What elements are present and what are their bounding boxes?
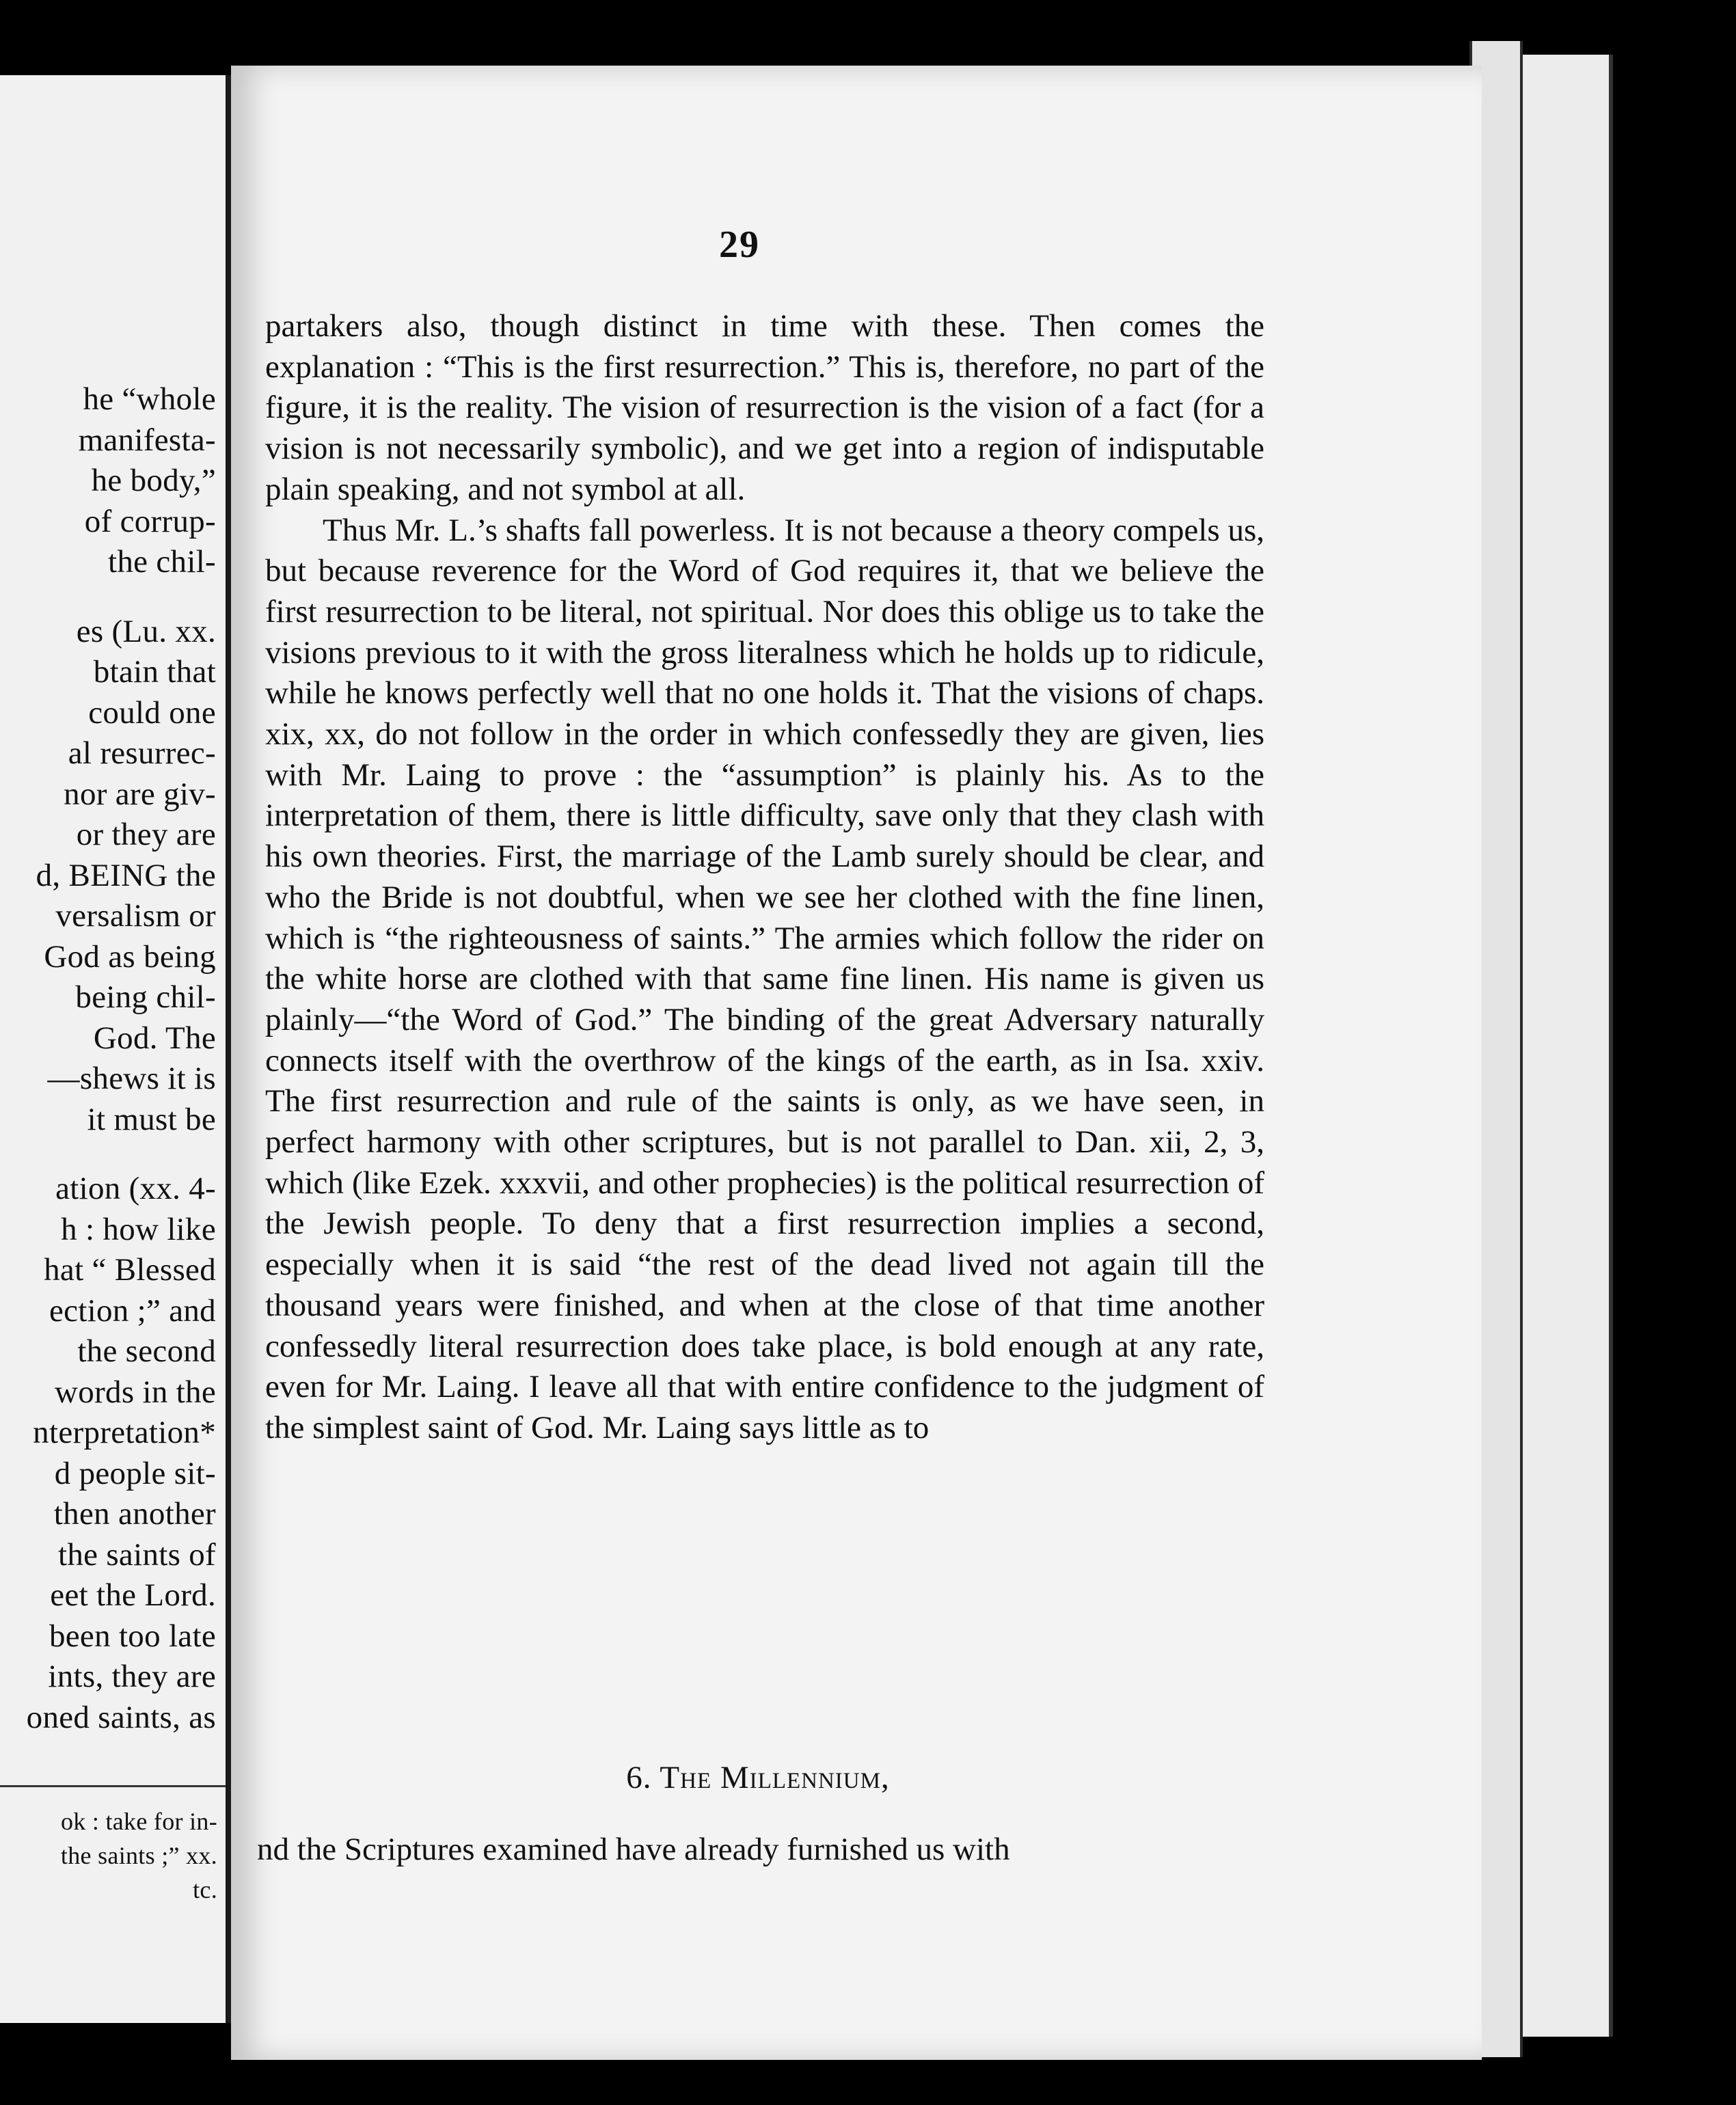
left-line: d people sit- bbox=[54, 1455, 216, 1491]
left-line: d, BEING the bbox=[36, 857, 216, 893]
left-line: God. The bbox=[93, 1020, 216, 1056]
left-line: of corrup- bbox=[84, 503, 216, 539]
left-line: God as being bbox=[44, 938, 216, 975]
left-line: manifesta- bbox=[78, 422, 216, 458]
left-line: versalism or bbox=[55, 898, 216, 934]
left-line: could one bbox=[88, 694, 216, 731]
left-page-text bbox=[27, 379, 216, 1738]
page-number: 29 bbox=[719, 223, 760, 266]
page-edge-back bbox=[1520, 55, 1613, 2037]
left-line: the saints of bbox=[57, 1536, 216, 1573]
left-line: it must be bbox=[87, 1101, 216, 1137]
left-line: al resurrec- bbox=[68, 735, 216, 771]
footnote-line: the saints ;” xx. bbox=[60, 1842, 217, 1869]
footnote-rule bbox=[0, 1785, 226, 1787]
left-line: been too late bbox=[49, 1618, 216, 1654]
left-line: the chil- bbox=[108, 544, 216, 580]
footnote-line: ok : take for in- bbox=[60, 1808, 217, 1835]
body-text bbox=[265, 306, 1264, 1449]
left-line: es (Lu. xx. bbox=[76, 613, 216, 649]
left-line: words in the bbox=[55, 1374, 216, 1410]
left-line: ints, they are bbox=[48, 1659, 216, 1694]
footnote-line: tc. bbox=[193, 1876, 217, 1903]
left-line: the second bbox=[77, 1333, 216, 1369]
left-line: he body,” bbox=[91, 463, 216, 498]
left-line: oned saints, as bbox=[26, 1699, 216, 1735]
left-line: eet the Lord. bbox=[50, 1577, 216, 1613]
left-line: ation (xx. 4- bbox=[55, 1171, 216, 1206]
left-line: being chil- bbox=[75, 979, 216, 1015]
paragraph-2: Thus Mr. L.’s shafts fall powerless. It is not because a theory compels us, but because reverence for the Word of God requires it, that we believe the first resurrection to be literal, not spiritual. Nor does this oblige us to take the visions previous to it with the gross literalness which he holds up to ridicule, while he knows perfectly well that no one holds it. That the visions of chaps. xix, xx, do not follow in the order in which confessedly they are given, lies with Mr. Laing to prove : the “assumption” is plainly his. As to the interpretation of them, there is little difficulty, save only that they clash with his own theories. First, the marriage of the Lamb surely should be clear, and who the Bride is not doubtful, when we see her clothed with the fine linen, which is “the righteousness of saints.” The armies which follow the rider on the white horse are clothed with that same fine linen. His name is given us plainly—“the Word of God.” The binding of the great Adversary naturally connects itself with the overthrow of the kings of the earth, as in Isa. xxiv. The first resurrection and rule of the saints is only, as we have seen, in perfect harmony with other scriptures, but is not parallel to Dan. xii, 2, 3, which (like Ezek. xxxvii, and other prophecies) is the political resurrection of the Jewish people. To deny that a first resurrection implies a second, especially when it is said “the rest of the dead lived not again till the thousand years were finished, and when at the close of that time another confessedly literal resurrection does take place, is bold enough at any rate, even for Mr. Laing. I leave all that with entire confidence to the judgment of the simplest saint of God. Mr. Laing says little as to bbox=[265, 512, 1264, 1445]
left-page-fragment bbox=[0, 75, 235, 2023]
left-line: he “whole bbox=[83, 381, 216, 417]
left-line: h : how like bbox=[61, 1211, 216, 1247]
paragraph-1: partakers also, though distinct in time with these. Then comes the explanation : “This is the first resurrection.” This is, therefore, no part of the figure, it is the reality. The vision of resurrection is the vision of a fact (for a vision is not necessarily symbolic), and we get into a region of indisputable plain speaking, and not symbol at all. bbox=[265, 308, 1264, 507]
section-heading: 6. The Millennium, bbox=[626, 1760, 890, 1795]
left-line: then another bbox=[53, 1496, 216, 1532]
left-line: hat “ Blessed bbox=[44, 1252, 216, 1288]
left-line: or they are bbox=[76, 817, 216, 852]
left-line: nterpretation* bbox=[33, 1415, 216, 1450]
left-line: btain that bbox=[93, 654, 216, 690]
left-footnote bbox=[61, 1804, 217, 1907]
left-line: —shews it is bbox=[47, 1061, 216, 1096]
left-line: nor are giv- bbox=[64, 776, 216, 812]
closing-line: nd the Scriptures examined have already furnished us with bbox=[257, 1832, 1010, 1867]
left-line: ection ;” and bbox=[49, 1292, 216, 1329]
